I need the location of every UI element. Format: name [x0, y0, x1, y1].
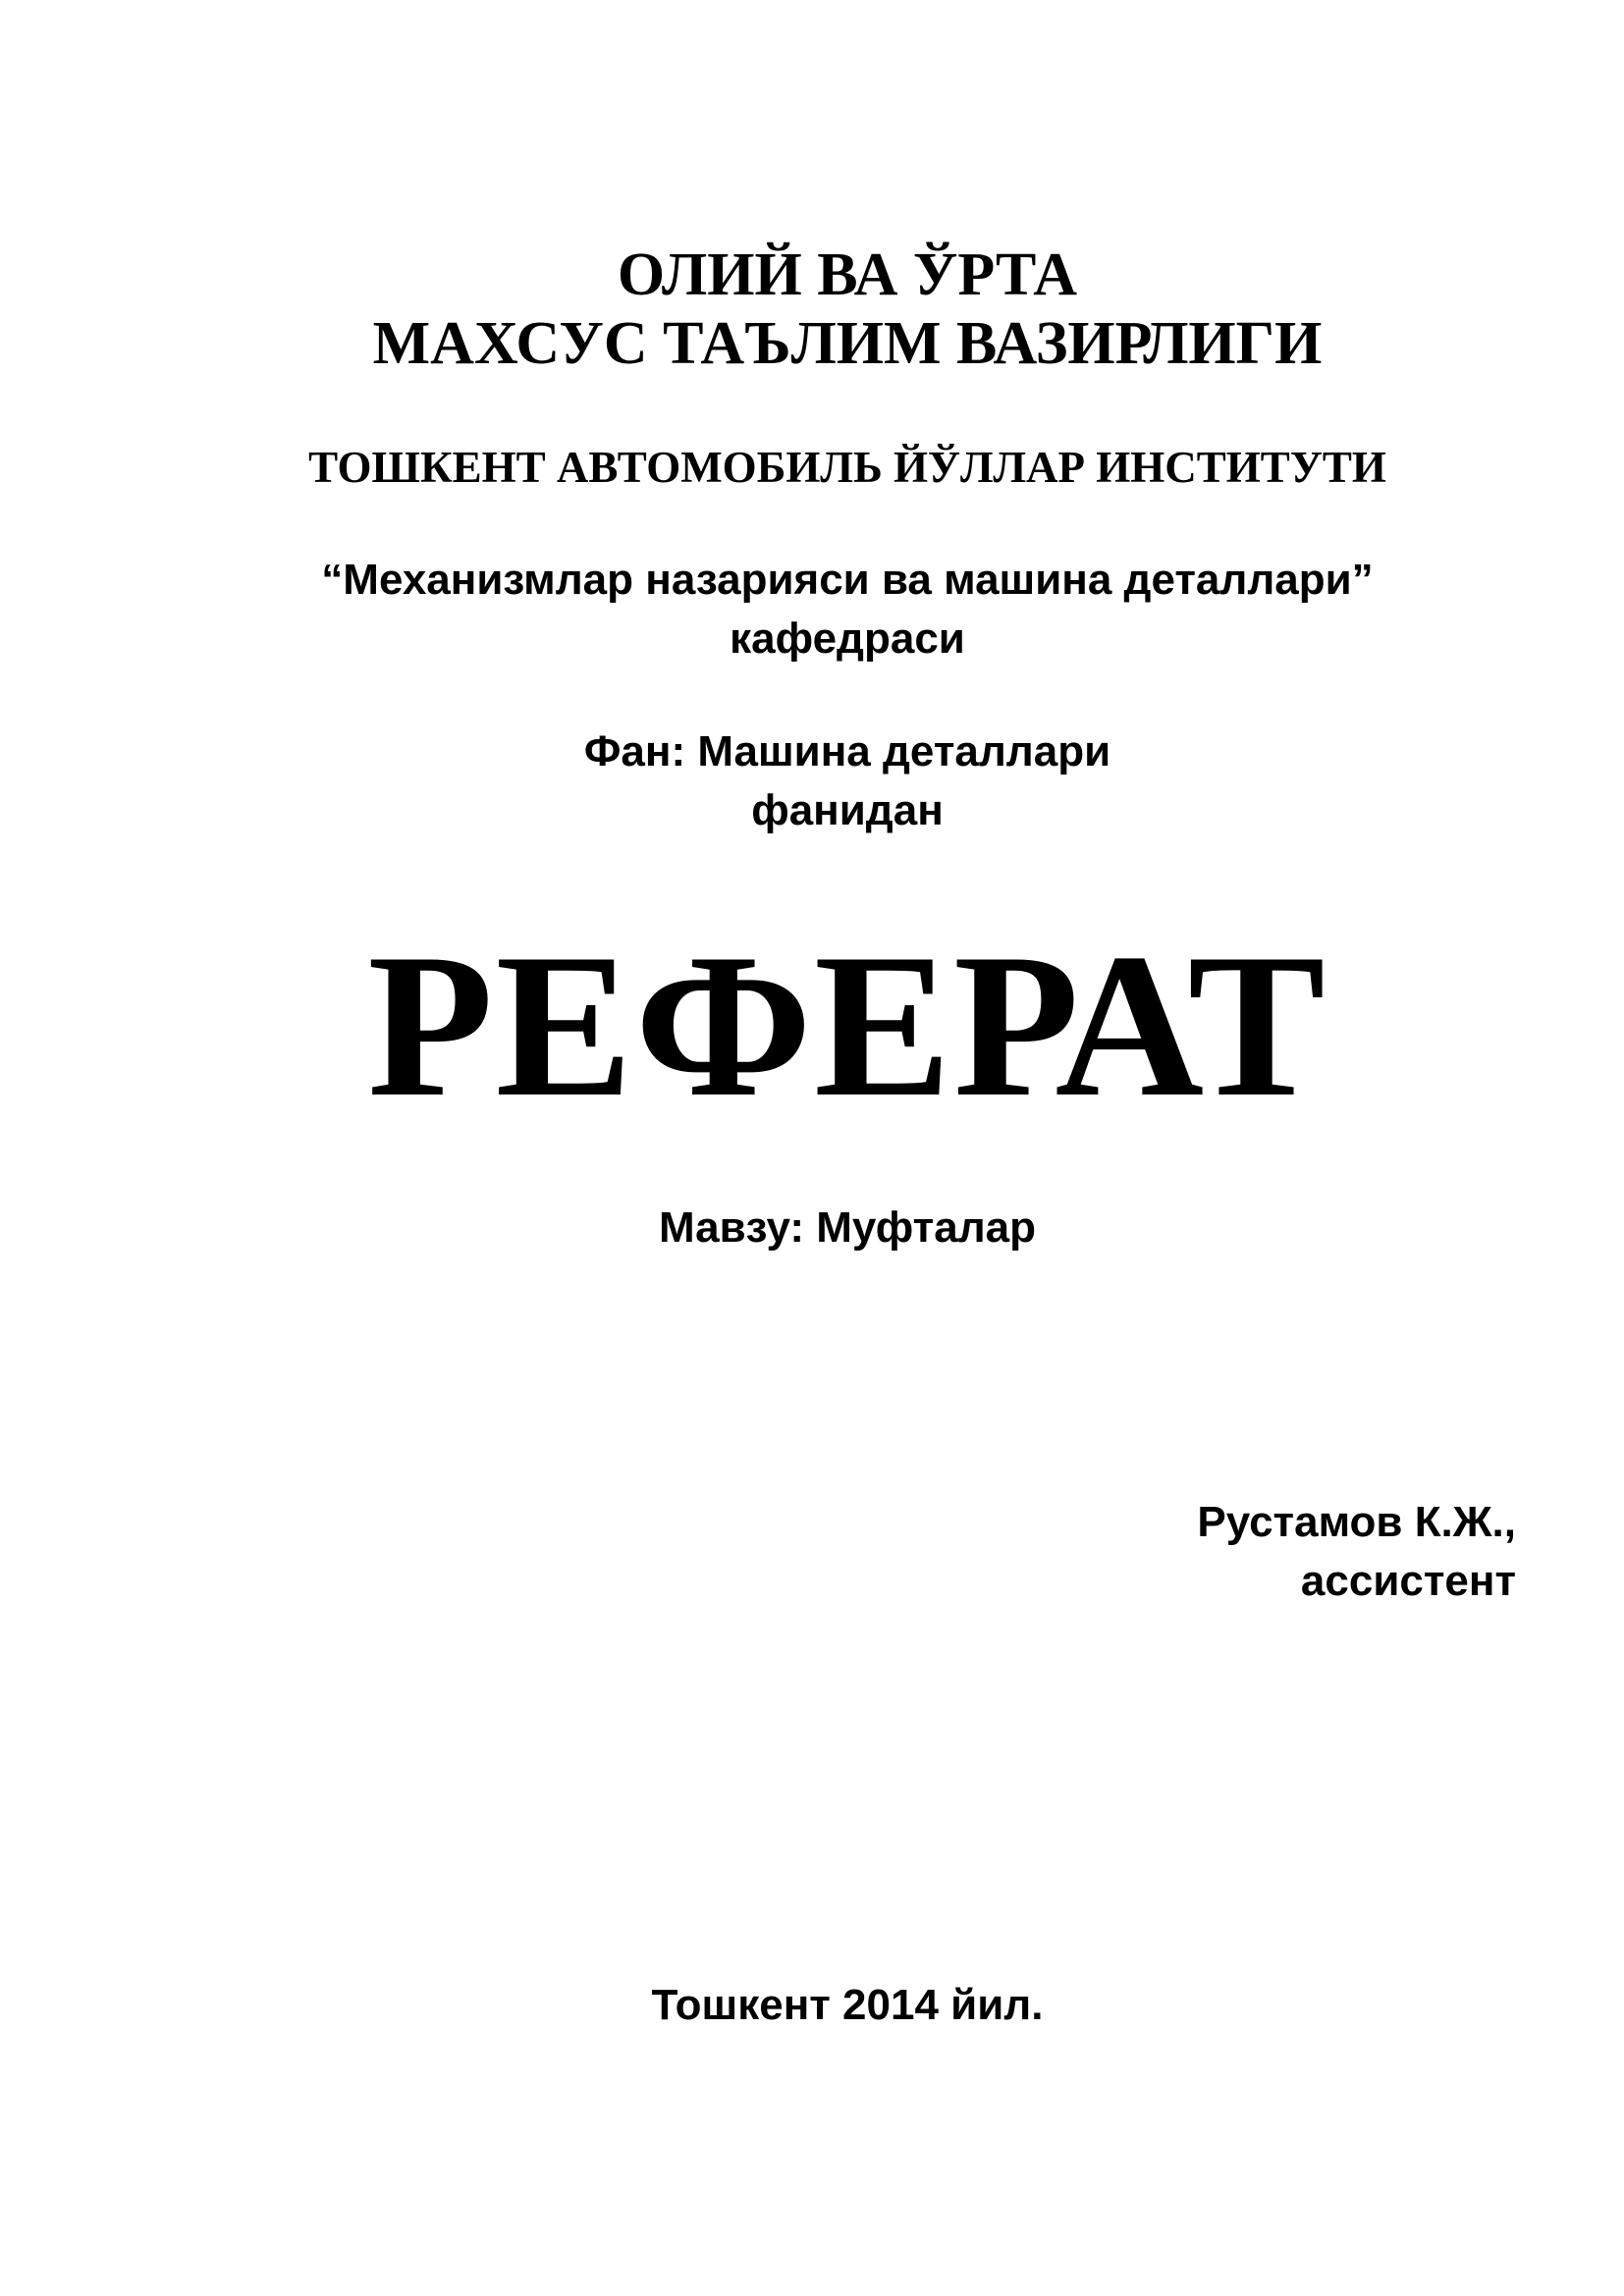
subject-suffix: фанидан — [751, 786, 944, 834]
subject-name: Фан: Машина деталлари — [583, 727, 1111, 775]
ministry-title-line-1: ОЛИЙ ВА ЎРТА — [617, 241, 1078, 308]
department-name: “Механизмлар назарияси ва машина деталлари” — [321, 556, 1374, 604]
author-role: ассистент — [1300, 1557, 1516, 1605]
place-year-footer: Тошкент 2014 йил. — [651, 1981, 1044, 2029]
ministry-title-line-2: МАХСУС ТАЪЛИМ ВАЗИРЛИГИ — [372, 310, 1323, 377]
author-name: Рустамов К.Ж., — [1197, 1498, 1516, 1546]
department-suffix: кафедраси — [730, 614, 965, 663]
institute-name: ТОШКЕНТ АВТОМОБИЛЬ ЙЎЛЛАР ИНСТИТУТИ — [308, 443, 1386, 492]
topic-line: Мавзу: Муфталар — [658, 1203, 1037, 1252]
document-type-title: РЕФЕРАТ — [367, 912, 1327, 1140]
